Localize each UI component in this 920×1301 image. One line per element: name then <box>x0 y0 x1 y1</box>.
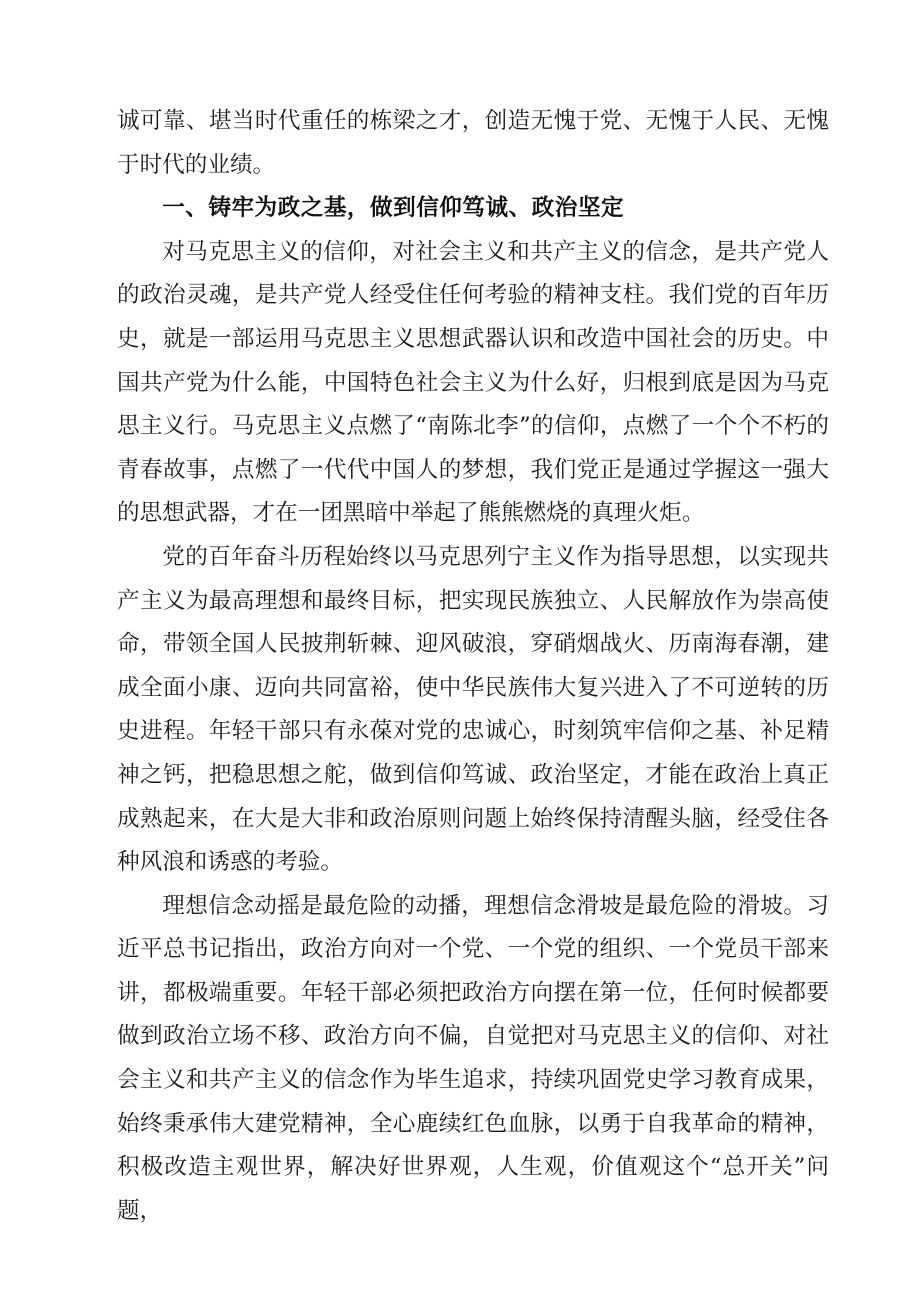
body-paragraph-1: 对马克思主义的信仰，对社会主义和共产主义的信念，是共产党人的政治灵魂，是共产党人经受住任何考验的精神支柱。我们党的百年历史，就是一部运用马克思主义思想武器认识和改造中国社会的历史。中国共产党为什么能，中国特色社会主义为什么好，归根到底是因为马克思主义行。马克思主义点燃了“南陈北李”的信仰，点燃了一个个不朽的青春故事，点燃了一代代中国人的梦想，我们党正是通过学握这一强大的思想武器，才在一团黑暗中举起了熊熊燃烧的真理火炬。 <box>117 238 829 527</box>
document-body <box>117 100 829 1233</box>
section-heading: 一、铸牢为政之基，做到信仰笃诚、政治坚定 <box>162 195 625 222</box>
body-paragraph-3: 理想信念动摇是最危险的动播，理想信念滑坡是最危险的滑坡。习近平总书记指出，政治方向对一个党、一个党的组织、一个党员干部来讲，都极端重要。年轻干部必须把政治方向摆在第一位，任何时候都要做到政治立场不移、政治方向不偏，自觉把对马克思主义的信仰、对社会主义和共产主义的信念作为毕生追求，持续巩固党史学习教育成果，始终秉承伟大建党精神，全心鹿续红色血脉，以勇于自我革命的精神，积极改造主观世界，解决好世界观，人生观，价值观这个“总开关”问题， <box>117 892 829 1224</box>
body-paragraph-2: 党的百年奋斗历程始终以马克思列宁主义作为指导思想，以实现共产主义为最高理想和最终目标，把实现民族独立、人民解放作为崇高使命，带领全国人民披荆斩棘、迎风破浪，穿硝烟战火、历南海春潮，建成全面小康、迈向共同富裕，使中华民族伟大复兴进入了不可逆转的历史进程。年轻干部只有永葆对党的忠诚心，时刻筑牢信仰之基、补足精神之钙，把稳思想之舵，做到信仰笃诚、政治坚定，才能在政治上真正成熟起来，在大是大非和政治原则问题上始终保持清醒头脑，经受住各种风浪和诱惑的考验。 <box>117 543 829 876</box>
continuation-paragraph: 诚可靠、堪当时代重任的栋梁之才，创造无愧于党、无愧于人民、无愧于时代的业绩。 <box>117 108 829 178</box>
